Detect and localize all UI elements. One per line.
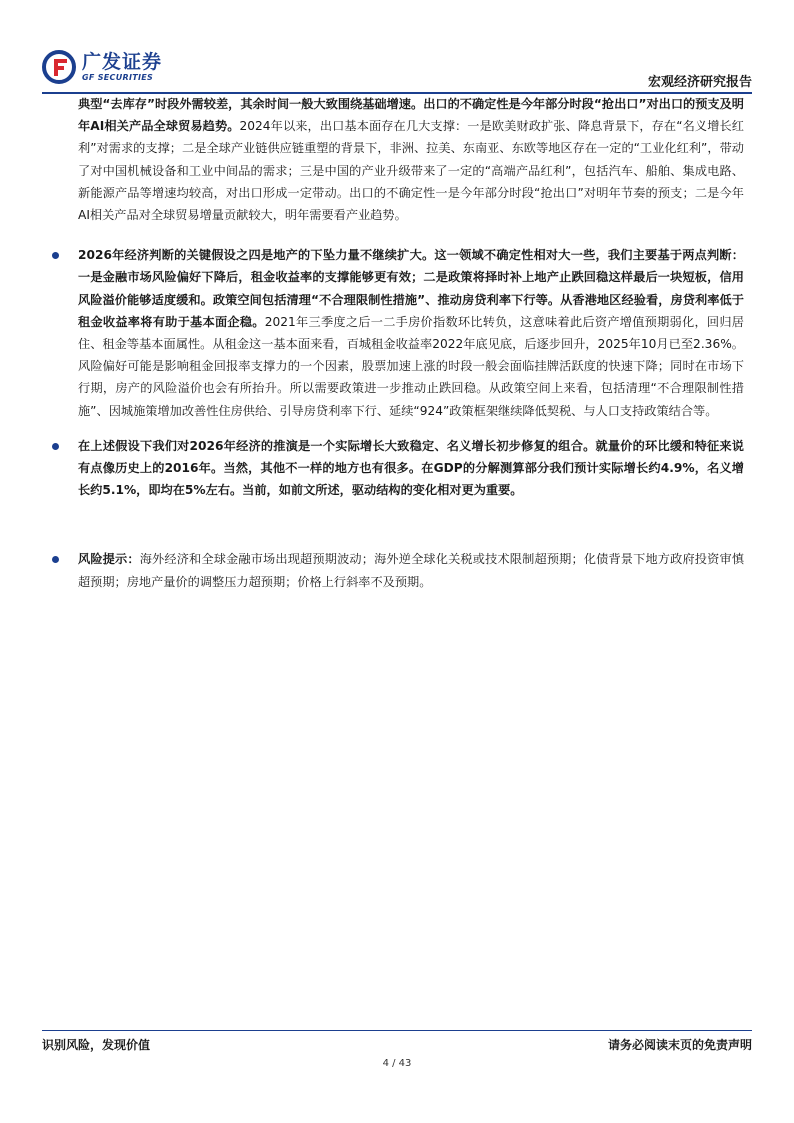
paragraph-outlook-text: 在上述假设下我们对2026年经济的推演是一个实际增长大致稳定、名义增长初步修复的组合。就量价的环比缓和特征来说有点像历史上的2016年。当然，其他不一样的地方也有很多。在GDP的分解测算部分我们预计实际增长约4.9%，名义增长约5.1%，即均在5%左右。当前，如前文所述，驱动结构的变化相对更为重要。 (78, 438, 744, 498)
page-header (42, 50, 752, 92)
bullet-icon (52, 443, 59, 450)
paragraph-property-lead: 2026年经济判断的关键假设之四是地产的下坠力量不继续扩大。这一领域不确定性相对大一些，我们主要基于两点判断：一是金融市场风险偏好下降后，租金收益率的支撑能够更有效；二是政策将择时补上地产止跌回稳这样最后一块短板，信用风险溢价能够适度缓和。政策空间包括清理“不合理限制性措施”、推动房贷利率下行等。从香港地区经验看，房贷利率低于租金收益率将有助于基本面企稳。 (78, 248, 744, 329)
document-body (52, 93, 744, 593)
page-number: 4 / 43 (382, 1058, 412, 1069)
report-type-label: 宏观经济研究报告 (647, 75, 752, 90)
risk-warning-text: 海外经济和全球金融市场出现超预期波动；海外逆全球化关税或技术限制超预期；化债背景下地方政府投资审慎超预期；房地产量价的调整压力超预期；价格上行斜率不及预期。 (78, 552, 745, 589)
company-logo (42, 50, 162, 84)
gf-logo-icon (42, 50, 78, 84)
paragraph-property-body: 2021年三季度之后一二手房价指数环比转负，这意味着此后资产增值预期弱化，回归居住、租金等基本面属性。从租金这一基本面来看，百城租金收益率2022年底见底，后逐步回升，2025年10月已至2.36%。风险偏好可能是影响租金回报率支撑力的一个因素，股票加速上涨的时段一般会面临挂牌活跃度的快速下降；同时在市场下行期，房产的风险溢价也会有所抬升。所以需要政策进一步推动止跌回稳。从政策空间上来看，包括清理“不合理限制性措施”、因城施策增加改善性住房供给、引导房贷利率下行、延续“924”政策框架继续降低契税、与人口支持政策结合等。 (78, 314, 744, 418)
bullet-icon (52, 252, 59, 259)
paragraph-export-lead: 典型“去库存”时段外需较差，其余时间一般大致围绕基础增速。出口的不确定性是今年部分时段“抢出口”对出口的预支及明年AI相关产品全球贸易趋势。 (78, 97, 744, 134)
paragraph-export (52, 93, 744, 226)
footer-slogan: 识别风险，发现价值 (42, 1038, 151, 1052)
paragraph-risk-warning (52, 548, 744, 592)
paragraph-export-body: 2024年以来，出口基本面存在几大支撑：一是欧美财政扩张、降息背景下，存在“名义增长红利”对需求的支撑；二是全球产业链供应链重塑的背景下，非洲、拉美、东南亚、东欧等地区存在一定的“工业化红利”，带动了对中国机械设备和工业中间品的需求；三是中国的产业升级带来了一定的“高端产品红利”，包括汽车、船舶、集成电路、新能源产品等增速均较高，对出口形成一定带动。出口的不确定性一是今年部分时段“抢出口”对明年节奏的预支；二是今年AI相关产品对全球贸易增量贡献较大，明年需要看产业趋势。 (78, 119, 744, 223)
logo-english-name: GF SECURITIES (82, 72, 154, 82)
footer-disclaimer-notice: 请务必阅读末页的免责声明 (607, 1038, 752, 1052)
paragraph-property (52, 244, 744, 422)
footer-divider (42, 1030, 752, 1031)
logo-chinese-name: 广发证券 (82, 50, 163, 73)
bullet-icon (52, 556, 59, 563)
paragraph-outlook (52, 435, 744, 502)
risk-warning-label: 风险提示： (78, 552, 140, 567)
